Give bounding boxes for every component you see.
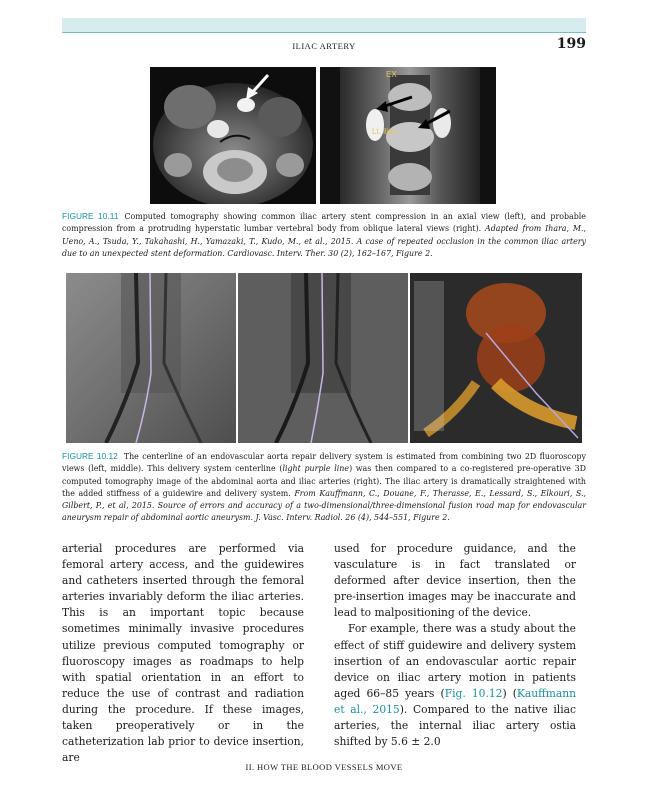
citation-link[interactable]: Kauffmann et al., 2015 <box>334 686 576 716</box>
caption-source: Adapted from Ihara, M., Ueno, A., Tsuda, Y., Takahashi, H., Yamazaki, T., Kudo, M., et al., 2015. A case of repeated occlusion in the common iliac artery due to an unexpected stent deformation. Cardiovasc. Interv. Ther. 30 (2), 162–167, Figure 2. <box>62 224 586 258</box>
caption-text-a: The centerline of an endovascular aorta repair delivery system is estimated from combining two 2D fluoroscopy views (left, middle). This delivery system centerline ( <box>62 452 586 474</box>
axial-ct-panel <box>150 67 316 204</box>
caption-text: Computed tomography showing common iliac artery stent compression in an axial view (left), and probable compression from a protruding hyperstatic lumbar vertebral body from oblique lateral views (right). <box>62 212 586 234</box>
figure-10-12-image <box>66 273 582 443</box>
caption-source: From Kauffmann, C., Douane, F., Therasse, E., Lessard, S., Elkouri, S., Gilbert, P., et al, 2015. Source of errors and accuracy of a two-dimensional/three-dimensional fusion road map for endovascular aneurysm repair of abdominal aortic aneurysm. J. Vasc. Interv. Radiol. 26 (4), 544–551, Figure 2. <box>62 488 587 523</box>
running-head: ILIAC ARTERY <box>292 41 356 51</box>
lt-iliac-label: Lt. iliac <box>372 127 397 136</box>
paragraph: used for procedure guidance, and the vasculature is in fact translated or deformed after device insertion, then the pre-insertion images may be inaccurate and lead to malpositioning of the device. <box>334 542 576 620</box>
paragraph <box>334 621 576 750</box>
paragraph-text: ). Compared to the native iliac arteries, the internal iliac artery ostia shifted by 5.6 ± 2.0 <box>334 702 577 749</box>
fluoroscopy-middle-panel <box>238 273 408 443</box>
paragraph-text: ) ( <box>502 686 517 700</box>
body-column-left <box>62 541 304 766</box>
figure-label: FIGURE 10.12 <box>62 451 118 461</box>
body-column-right <box>334 541 576 750</box>
header-band <box>62 18 586 32</box>
paragraph: arterial procedures are performed via femoral artery access, and the guidewires and catheters inserted through the femoral arteries invariably deform the iliac arteries. This is an important topic because sometimes minimally invasive procedures utilize previous computed tomography or fluoroscopy images as roadmaps to help with spatial orientation in an effort to reduce the use of contrast and radiation during the procedure. If these images, taken preoperatively or in the catheterization lab prior to device insertion, are <box>62 542 304 765</box>
oblique-ct-panel <box>320 67 496 204</box>
fluoroscopy-left-panel <box>66 273 236 443</box>
figure-10-11-caption <box>62 210 586 260</box>
figure-label: FIGURE 10.11 <box>62 211 119 221</box>
caption-italic: light purple line <box>282 464 350 474</box>
header-rule <box>62 32 586 33</box>
3d-ct-roadmap-panel <box>410 273 582 443</box>
figure-10-11-image <box>150 67 496 204</box>
paragraph-text: For example, there was a study about the effect of stiff guidewire and delivery system insertion of an endovascular aortic repair device on iliac artery motion in patients aged 66–85 years ( <box>334 622 576 700</box>
figure-reference-link[interactable]: Fig. 10.12 <box>444 686 503 700</box>
caption-text-b: ) was then compared to a co-registered pre-operative 3D computed tomography image of the abdominal aorta and iliac arteries (right). The iliac artery is dramatically straightened with the added stiffness of a guidewire and delivery system. <box>62 464 586 498</box>
figure-10-12-caption <box>62 450 586 525</box>
ex-label: EX <box>386 70 397 79</box>
running-footer: II. HOW THE BLOOD VESSELS MOVE <box>245 762 403 772</box>
page-number: 199 <box>556 36 586 52</box>
